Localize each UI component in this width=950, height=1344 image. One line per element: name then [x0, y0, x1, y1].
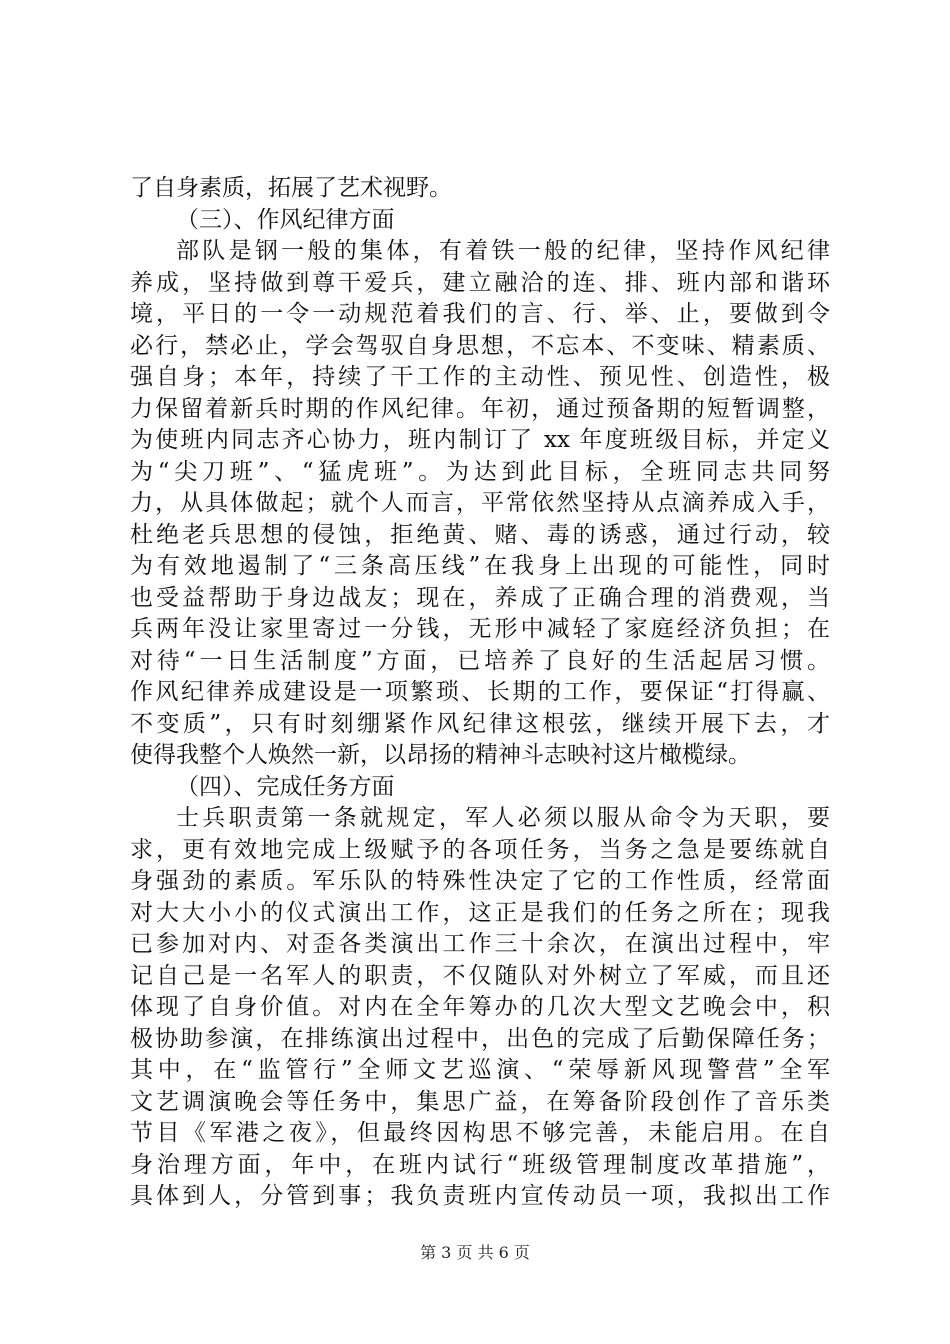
paragraph-line: 记自己是一名军人的职责，不仅随队对外树立了军威，而且还 [130, 962, 830, 989]
paragraph-line: 了自身素质，拓展了艺术视野。 [130, 175, 452, 201]
paragraph-line: 其中，在“监管行”全师文艺巡演、“荣辱新风现警营”全军 [130, 1057, 830, 1083]
paragraph-line: 强自身；本年，持续了干工作的主动性、预见性、创造性，极 [130, 364, 830, 390]
paragraph-line: 不变质”，只有时刻绷紧作风纪律这根弦，继续开展下去，才 [130, 710, 830, 737]
paragraph-line: 对待“一日生活制度”方面，已培养了良好的生活起居习惯。 [130, 647, 830, 674]
paragraph-line: 极协助参演，在排练演出过程中，出色的完成了后勤保障任务； [130, 1025, 830, 1052]
section-heading: （三）、作风纪律方面 [176, 206, 395, 233]
paragraph-line: 为有效地遏制了“三条高压线”在我身上出现的可能性，同时 [130, 553, 830, 579]
paragraph-line: 士兵职责第一条就规定，军人必须以服从命令为天职，要 [176, 805, 830, 831]
paragraph-line: 身强劲的素质。军乐队的特殊性决定了它的工作性质，经常面 [130, 868, 830, 894]
paragraph-line: 具体到人，分管到事；我负责班内宣传动员一项，我拟出工作 [130, 1183, 830, 1209]
paragraph-line: 养成，坚持做到尊干爱兵，建立融洽的连、排、班内部和谐环 [130, 269, 830, 296]
paragraph-line: 必行，禁必止，学会驾驭自身思想，不忘本、不变味、精素质、 [130, 332, 830, 359]
paragraph-line: 力，从具体做起；就个人而言，平常依然坚持从点滴养成入手， [130, 490, 830, 516]
paragraph-line: 节目《军港之夜》，但最终因构思不够完善，未能启用。在自 [130, 1120, 830, 1146]
paragraph-line: 也受益帮助于身边战友；现在，养成了正确合理的消费观，当 [130, 584, 830, 611]
paragraph-line: 体现了自身价值。对内在全年筹办的几次大型文艺晚会中，积 [130, 994, 830, 1020]
paragraph-line: 部队是钢一般的集体，有着铁一般的纪律，坚持作风纪律 [176, 238, 830, 264]
paragraph-line: 兵两年没让家里寄过一分钱，无形中减轻了家庭经济负担；在 [130, 616, 830, 642]
paragraph-line: 已参加对内、对歪各类演出工作三十余次，在演出过程中，牢 [130, 931, 830, 957]
document-body [130, 173, 830, 1213]
paragraph-line: 作风纪律养成建设是一项繁琐、长期的工作，要保证“打得赢、 [130, 679, 830, 705]
paragraph-line: 境，平日的一令一动规范着我们的言、行、举、止，要做到令 [130, 301, 830, 327]
section-heading: （四）、完成任务方面 [176, 773, 395, 800]
paragraph-line: 身治理方面，年中，在班内试行“班级管理制度改革措施”， [130, 1151, 830, 1178]
page-number-footer: 第 3 页 共 6 页 [420, 1243, 530, 1262]
paragraph-line: 文艺调演晚会等任务中，集思广益，在筹备阶段创作了音乐类 [130, 1088, 830, 1115]
paragraph-line: 对大大小小的仪式演出工作，这正是我们的任务之所在；现我 [130, 899, 830, 926]
paragraph-line: 力保留着新兵时期的作风纪律。年初，通过预备期的短暂调整， [130, 395, 830, 422]
paragraph-line: 为“尖刀班”、“猛虎班”。为达到此目标，全班同志共同努 [130, 458, 830, 485]
paragraph-line: 求，更有效地完成上级赋予的各项任务，当务之急是要练就自 [130, 836, 830, 863]
paragraph-line: 使得我整个人焕然一新，以昂扬的精神斗志映衬这片橄榄绿。 [130, 742, 751, 768]
paragraph-line: 为使班内同志齐心协力，班内制订了 xx 年度班级目标，并定义 [130, 427, 830, 453]
paragraph-line: 杜绝老兵思想的侵蚀，拒绝黄、赌、毒的诱惑，通过行动，较 [130, 521, 830, 548]
